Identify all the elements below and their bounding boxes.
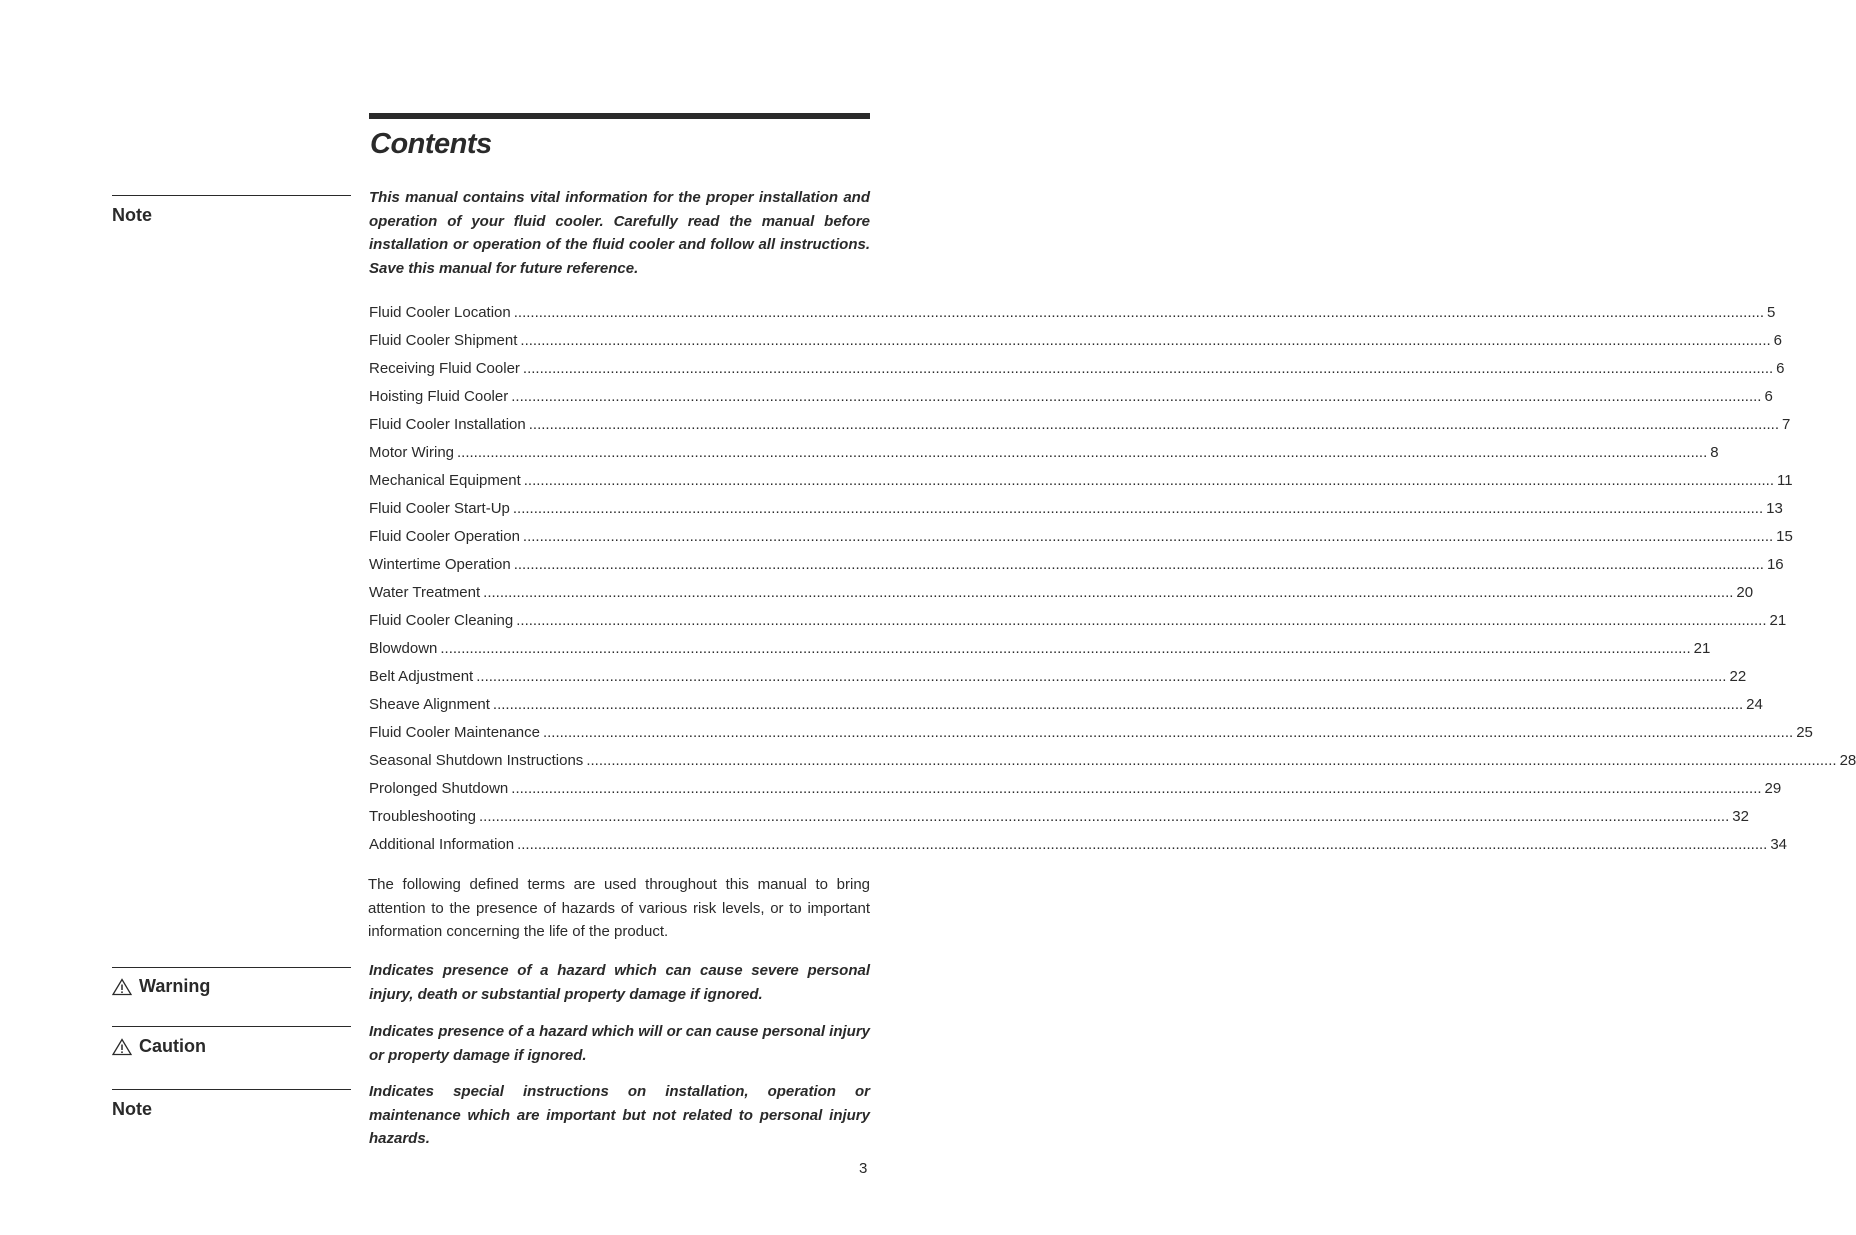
toc-entry-page: 7	[1782, 415, 1791, 433]
toc-entry	[369, 354, 1785, 382]
toc-entry-page: 21	[1769, 611, 1787, 629]
toc-entry-title: Blowdown	[369, 639, 438, 657]
toc-entry-page: 25	[1796, 723, 1813, 741]
toc-entry	[369, 774, 1782, 802]
toc-entry	[369, 410, 1791, 438]
toc-leader-dots: ............................................................................................................................................................................................................................................................................................................	[457, 443, 1708, 461]
toc-leader-dots: ............................................................................................................................................................................................................................................................................................................	[476, 667, 1727, 685]
toc-entry-title: Fluid Cooler Installation	[369, 415, 526, 433]
caution-definition: Indicates presence of a hazard which will or can cause personal injury or property damage if ignored.	[369, 1023, 870, 1064]
toc-entry-page: 6	[1773, 331, 1782, 349]
title-rule	[369, 113, 870, 119]
note-bottom-label	[112, 1099, 152, 1120]
toc-entry	[369, 690, 1763, 718]
toc-entry-page: 13	[1766, 499, 1783, 517]
toc-leader-dots: ............................................................................................................................................................................................................................................................................................................	[513, 555, 1764, 573]
caution-label-text: Caution	[139, 1036, 206, 1056]
toc-entry	[369, 662, 1747, 690]
toc-entry	[369, 634, 1711, 662]
toc-leader-dots: ............................................................................................................................................................................................................................................................................................................	[523, 471, 1775, 489]
toc-leader-dots: ............................................................................................................................................................................................................................................................................................................	[513, 303, 1764, 321]
toc-entry-page: 29	[1764, 779, 1782, 797]
toc-leader-dots: ............................................................................................................................................................................................................................................................................................................	[522, 359, 1774, 377]
toc-entry-title: Water Treatment	[369, 583, 481, 601]
toc-entry-page: 5	[1767, 303, 1776, 321]
toc-entry-title: Seasonal Shutdown Instructions	[369, 751, 584, 769]
toc-entry-page: 6	[1764, 387, 1773, 405]
toc-entry-page: 24	[1746, 695, 1763, 713]
toc-entry-title: Wintertime Operation	[369, 555, 511, 573]
toc-entry	[369, 802, 1749, 830]
toc-entry-title: Receiving Fluid Cooler	[369, 359, 520, 377]
toc-entry-title: Mechanical Equipment	[369, 471, 521, 489]
toc-entry-page: 21	[1693, 639, 1711, 657]
toc-entry	[369, 550, 1784, 578]
toc-entry-title: Hoisting Fluid Cooler	[369, 387, 509, 405]
toc-entry-page: 22	[1729, 667, 1747, 685]
toc-entry	[369, 494, 1783, 522]
toc-entry-page: 11	[1777, 471, 1793, 489]
warning-definition: Indicates presence of a hazard which can cause severe personal injury, death or substantial property damage if ignored.	[369, 962, 870, 1003]
intro-paragraph: This manual contains vital information for the proper installation and operation of your fluid cooler. Carefully read the manual before installation or operation of the fluid cooler and follow all instructions. Save this manual for future reference.	[369, 189, 870, 277]
warning-label-text: Warning	[139, 976, 211, 996]
toc-entry	[369, 718, 1813, 746]
toc-entry-page: 28	[1839, 751, 1856, 769]
toc-entry-title: Fluid Cooler Start-Up	[369, 499, 510, 517]
caution-rule	[112, 1026, 351, 1027]
toc-leader-dots: ............................................................................................................................................................................................................................................................................................................	[528, 415, 1779, 433]
toc-entry	[369, 438, 1719, 466]
toc-entry	[369, 382, 1773, 410]
toc-entry-title: Fluid Cooler Shipment	[369, 331, 518, 349]
table-of-contents	[369, 298, 1856, 858]
definitions-intro: The following defined terms are used throughout this manual to bring attention to the presence of hazards of various risk levels, or to important information concerning the life of the product.	[368, 876, 870, 940]
note-definition: Indicates special instructions on installation, operation or maintenance which are important but not related to personal injury hazards.	[369, 1083, 870, 1147]
note-bottom-rule	[112, 1089, 351, 1090]
toc-leader-dots: ............................................................................................................................................................................................................................................................................................................	[516, 611, 1767, 629]
note-top-rule	[112, 195, 351, 196]
toc-leader-dots: ............................................................................................................................................................................................................................................................................................................	[511, 387, 1762, 405]
toc-entry-page: 34	[1770, 835, 1788, 853]
toc-entry	[369, 830, 1788, 858]
toc-leader-dots: ............................................................................................................................................................................................................................................................................................................	[542, 723, 1794, 741]
toc-entry-title: Troubleshooting	[369, 807, 477, 825]
warning-rule	[112, 967, 351, 968]
toc-entry	[369, 522, 1793, 550]
toc-entry-title: Additional Information	[369, 835, 515, 853]
caution-label	[112, 1036, 206, 1057]
toc-entry-title: Fluid Cooler Location	[369, 303, 511, 321]
toc-leader-dots: ............................................................................................................................................................................................................................................................................................................	[512, 499, 1764, 517]
toc-entry-page: 16	[1766, 555, 1784, 573]
toc-entry	[369, 326, 1782, 354]
toc-leader-dots: ............................................................................................................................................................................................................................................................................................................	[479, 807, 1730, 825]
toc-entry-page: 20	[1736, 583, 1754, 601]
toc-entry-title: Fluid Cooler Maintenance	[369, 723, 540, 741]
toc-entry	[369, 578, 1754, 606]
note-top-label	[112, 205, 152, 226]
warning-label	[112, 976, 210, 997]
toc-leader-dots: ............................................................................................................................................................................................................................................................................................................	[522, 527, 1774, 545]
toc-leader-dots: ............................................................................................................................................................................................................................................................................................................	[586, 751, 1837, 769]
toc-entry	[369, 298, 1776, 326]
toc-entry-title: Prolonged Shutdown	[369, 779, 509, 797]
toc-entry-page: 15	[1776, 527, 1793, 545]
toc-entry-page: 32	[1732, 807, 1749, 825]
warning-triangle-icon	[112, 1038, 132, 1056]
toc-leader-dots: ............................................................................................................................................................................................................................................................................................................	[483, 583, 1734, 601]
toc-entry	[369, 606, 1787, 634]
toc-entry-page: 6	[1776, 359, 1785, 377]
page-number: 3	[859, 1160, 868, 1177]
toc-entry-title: Belt Adjustment	[369, 667, 474, 685]
note-top-label-text: Note	[112, 205, 152, 225]
toc-entry-title: Motor Wiring	[369, 443, 455, 461]
note-bottom-label-text: Note	[112, 1099, 152, 1119]
warning-triangle-icon	[112, 978, 132, 996]
toc-leader-dots: ............................................................................................................................................................................................................................................................................................................	[517, 835, 1768, 853]
page-title: Contents	[370, 128, 492, 160]
toc-leader-dots: ............................................................................................................................................................................................................................................................................................................	[520, 331, 1771, 349]
toc-leader-dots: ............................................................................................................................................................................................................................................................................................................	[440, 639, 1691, 657]
toc-entry-title: Fluid Cooler Cleaning	[369, 611, 514, 629]
toc-leader-dots: ............................................................................................................................................................................................................................................................................................................	[511, 779, 1762, 797]
toc-entry-title: Fluid Cooler Operation	[369, 527, 520, 545]
toc-entry-title: Sheave Alignment	[369, 695, 490, 713]
toc-entry	[369, 746, 1856, 774]
toc-entry	[369, 466, 1793, 494]
toc-leader-dots: ............................................................................................................................................................................................................................................................................................................	[492, 695, 1744, 713]
toc-entry-page: 8	[1710, 443, 1719, 461]
